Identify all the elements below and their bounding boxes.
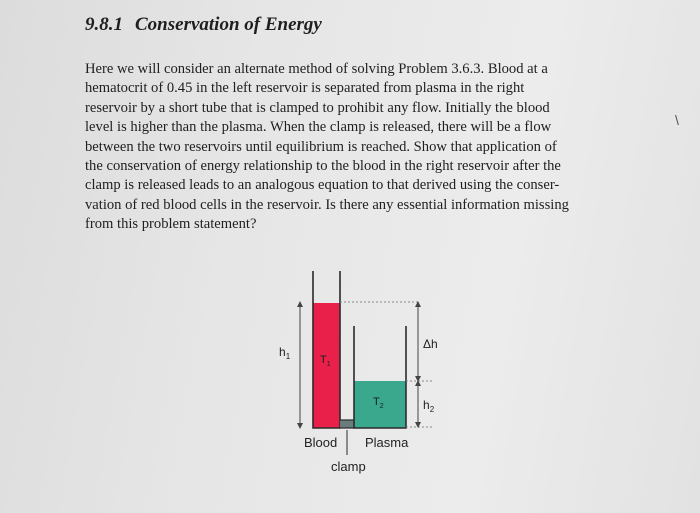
paragraph-line: level is higher than the plasma. When the clamp is released, there will be a flow xyxy=(85,119,552,136)
connecting-tube xyxy=(340,420,354,428)
paragraph-line: between the two reservoirs until equilibrium is reached. Show that application of xyxy=(85,138,557,155)
paragraph-line: hematocrit of 0.45 in the left reservoir is separated from plasma in the right xyxy=(85,80,525,97)
section-number: 9.8.1 xyxy=(85,14,123,35)
blood-label: Blood xyxy=(304,435,338,450)
margin-pen-mark: \ xyxy=(675,112,679,128)
clamp-label: clamp xyxy=(331,459,366,474)
plasma-label: Plasma xyxy=(365,435,409,450)
paragraph-line: reservoir by a short tube that is clamped to prohibit any flow. Initially the blood xyxy=(85,99,550,116)
section-title: Conservation of Energy xyxy=(135,14,322,35)
t2-label: $T_2$ xyxy=(373,396,384,410)
paragraph-line: Here we will consider an alternate method of solving Problem 3.6.3. Blood at a xyxy=(85,61,548,77)
paragraph-line: vation of red blood cells in the reservoir. Is there any essential information missing xyxy=(85,196,569,213)
paragraph-line: the conservation of energy relationship to the blood in the right reservoir after the xyxy=(85,158,561,175)
delta-h-label: Δh xyxy=(423,337,438,351)
paragraph-line: from this problem statement? xyxy=(85,216,257,233)
h2-label: $h_2$ xyxy=(423,398,435,414)
h1-label: $h_1$ xyxy=(279,345,291,361)
paragraph-line: clamp is released leads to an analogous equation to that derived using the conser- xyxy=(85,177,560,194)
t1-label: $T_1$ xyxy=(320,354,331,368)
